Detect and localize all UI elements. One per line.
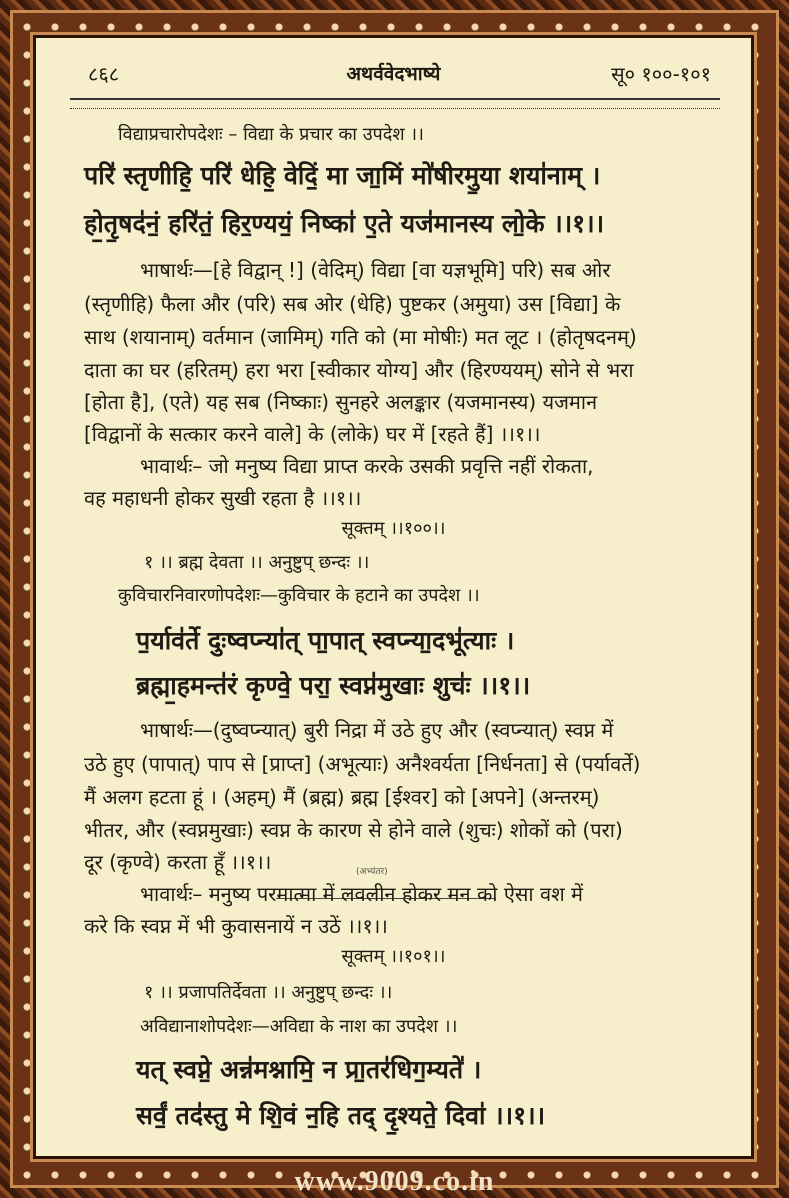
sukta-heading: सूक्तम् ।।१०१।।	[341, 946, 446, 967]
scripture-page	[36, 38, 751, 1156]
page-header	[36, 60, 751, 90]
bhashartha-line: दूर (कृण्वे) करता हूँ ।।१।।	[84, 850, 272, 874]
upadesh-line: अविद्यानाशोपदेशः—अविद्या के नाश का उपदेश ।।	[140, 1016, 458, 1037]
footer-website: www.9009.co.in	[294, 1166, 495, 1197]
bhashartha-line: भीतर, और (स्वप्नमुखाः) स्वप्न के कारण से होने वाले (शुचः) शोकों को (परा)	[84, 818, 623, 842]
bhashartha-line: दाता का घर (हरितम्) हरा भरा [स्वीकार योग्य] और (हिरण्ययम्) सोने से भरा	[84, 358, 634, 382]
devata-line: १ ।। ब्रह्म देवता ।। अनुष्टुप् छन्दः ।।	[144, 552, 370, 573]
devata-line: १ ।। प्रजापतिर्देवता ।। अनुष्टुप् छन्दः ।।	[144, 982, 393, 1003]
handwritten-annotation: (अभ्यंतर)	[356, 867, 388, 877]
bhashartha-line: [होता है], (एते) यह सब (निष्काः) सुनहरे अलङ्कार (यजमानस्य) यजमान	[84, 390, 598, 414]
bhashartha-line: भाषार्थः—[हे विद्वान् !] (वेदिम्) विद्या [वा यज्ञभूमि] परि) सब ओर	[140, 258, 611, 282]
bhashartha-line: (स्तृणीहि) फैला और (परि) सब ओर (धेहि) पुष्टकर (अमुया) उस [विद्या] के	[84, 292, 621, 316]
bhavartha-line: करे कि स्वप्न में भी कुवासनायें न उठें ।।१।।	[84, 914, 388, 938]
bhashartha-line: मैं अलग हटता हूं । (अहम्) मैं (ब्रह्म) ब्रह्म [ईश्वर] को [अपने] (अन्तरम्)	[84, 785, 600, 809]
page-number: ८६८	[88, 62, 120, 86]
bhashartha-line: उठे हुए (पापात्) पाप से [प्राप्त] (अभूत्याः) अनैश्वर्यता [निर्धनता] से (पर्यावर्ते)	[84, 752, 641, 776]
sukta-heading: सूक्तम् ।।१००।।	[341, 518, 446, 539]
header-rule	[70, 98, 720, 109]
upadesh-line: विद्याप्रचारोपदेशः – विद्या के प्रचार का उपदेश ।।	[118, 124, 424, 145]
bhavartha-line: भावार्थः– जो मनुष्य विद्या प्राप्त करके उसकी प्रवृत्ति नहीं रोकता,	[140, 454, 594, 478]
mantra-line: ब्रह्मा॒हमन्त॑रं कृण्वे॒ परा॒ स्वप्न॑मुखाः शुचः॑ ।।१।।	[136, 671, 531, 700]
sukta-reference: सू० १००-१०१	[611, 62, 711, 86]
bhashartha-line: भाषार्थः—(दुष्वप्न्यात्) बुरी निद्रा में उठे हुए और (स्वप्न्यात्) स्वप्न में	[140, 718, 614, 742]
upadesh-line: कुविचारनिवारणोपदेशः—कुविचार के हटाने का उपदेश ।।	[118, 585, 480, 606]
mantra-line: यत् स्वप्ने॒ अन्न॑मश्नामि॒ न प्रा॒तर॑धिग॒म्यते॑ ।	[136, 1055, 482, 1084]
mantra-line: परि॑ स्तृणीहि॒ परि॑ धेहि॒ वेदिं॒ मा जा॒मिं मो॑षीरमु॒या शया॑नाम् ।	[84, 161, 601, 190]
bhavartha-line: भावार्थः– मनुष्य परमात्मा में लवलीन होकर मन को ऐसा वश में	[140, 882, 583, 906]
bhashartha-line: [विद्वानों के सत्कार करने वाले] के (लोके) घर में [रहते हैं] ।।१।।	[84, 422, 541, 446]
bhashartha-line: साथ (शयानाम्) वर्तमान (जामिम्) गति को (मा मोषीः) मत लूट । (होतृषदनम्)	[84, 325, 637, 349]
bhavartha-line: वह महाधनी होकर सुखी रहता है ।।१।।	[84, 486, 362, 510]
mantra-line: हो॒तृ॒षद॑नं॒ हरि॑तं॒ हिर॒ण्ययं॒ निष्का॑ ए॒ते यज॑मानस्य लो॒के ।।१।।	[84, 209, 605, 238]
page-title: अथर्ववेदभाष्ये	[346, 63, 441, 85]
mantra-line: प॒र्याव॑र्ते दुःष्वप्न्या॑त् पा॒पात् स्वप्न्या॒दभू॑त्याः ।	[136, 626, 515, 655]
mantra-line: सर्वं॒ तद॑स्तु मे शि॒वं न॒हि तद् दृ॒श्यते॒ दिवा॑ ।।१।।	[136, 1101, 546, 1130]
